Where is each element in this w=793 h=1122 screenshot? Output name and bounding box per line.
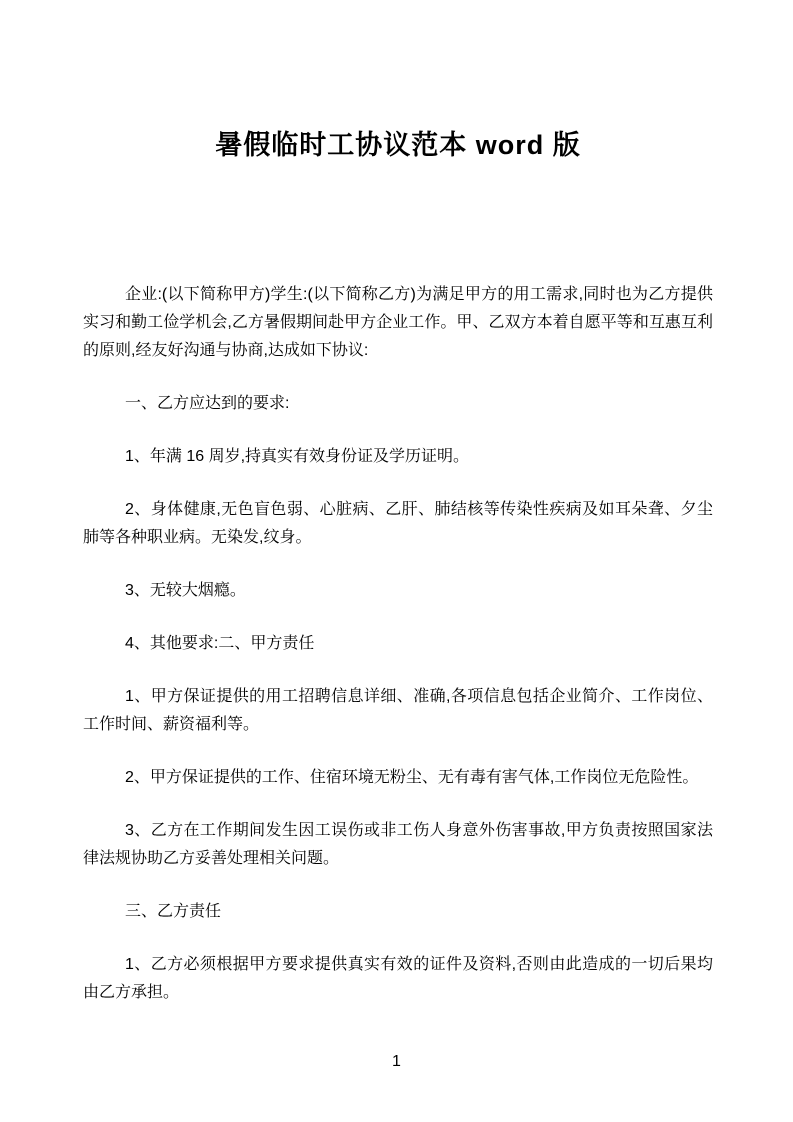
section-1-item-4-and-section-2-heading: 4、其他要求:二、甲方责任: [125, 635, 315, 652]
section-2-item-3: 3、乙方在工作期间发生因工误伤或非工伤人身意外伤害事故,甲方负责按照国家法律法规协助乙方妥善处理相关问题。: [83, 822, 713, 867]
section-1-item-1: 1、年满 16 周岁,持真实有效身份证及学历证明。: [125, 448, 470, 465]
document-title: 暑假临时工协议范本 word 版: [215, 130, 581, 160]
section-1-item-3: 3、无较大烟瘾。: [125, 582, 246, 599]
paragraph-intro: 企业:(以下简称甲方)学生:(以下简称乙方)为满足甲方的用工需求,同时也为乙方提供实习和勤工俭学机会,乙方暑假期间赴甲方企业工作。甲、乙双方本着自愿平等和互惠互利的原则,经友好沟通与协商,达成如下协议:: [83, 286, 713, 359]
page-number: 1: [392, 1053, 401, 1070]
section-1-item-2: 2、身体健康,无色盲色弱、心脏病、乙肝、肺结核等传染性疾病及如耳朵聋、夕尘肺等各种职业病。无染发,纹身。: [83, 501, 713, 546]
section-3-item-1: 1、乙方必须根据甲方要求提供真实有效的证件及资料,否则由此造成的一切后果均由乙方承担。: [83, 956, 713, 1001]
document-body: [83, 0, 713, 1032]
section-3-heading: 三、乙方责任: [125, 903, 222, 920]
section-2-item-2: 2、甲方保证提供的工作、住宿环境无粉尘、无有毒有害气体,工作岗位无危险性。: [125, 769, 699, 786]
section-2-item-1: 1、甲方保证提供的用工招聘信息详细、准确,各项信息包括企业简介、工作岗位、工作时间、薪资福利等。: [83, 688, 713, 733]
section-1-heading: 一、乙方应达到的要求:: [125, 395, 290, 412]
